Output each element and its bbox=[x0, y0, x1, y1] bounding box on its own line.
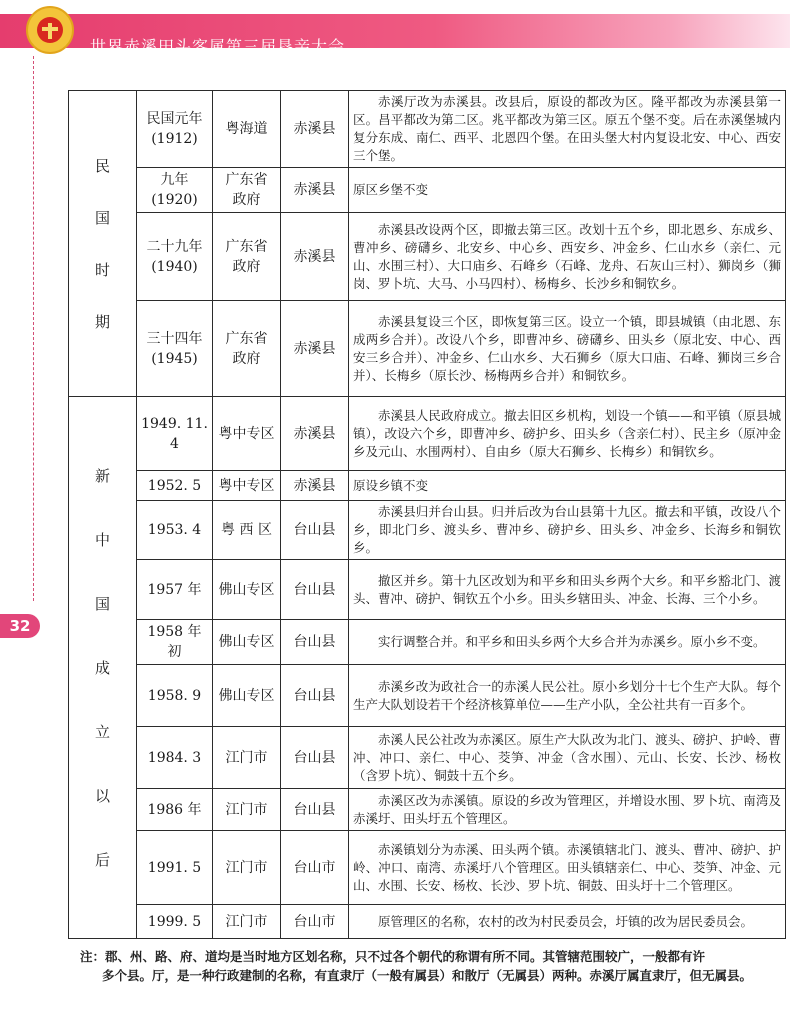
table-row bbox=[69, 213, 786, 301]
county-cell: 台山县 bbox=[281, 560, 349, 620]
superior-cell bbox=[213, 501, 281, 560]
table-row bbox=[69, 397, 786, 471]
era-char: 立 bbox=[94, 722, 110, 741]
county-cell: 台山县 bbox=[281, 665, 349, 727]
superior-cell bbox=[213, 471, 281, 501]
table-row bbox=[69, 501, 786, 560]
superior-cell bbox=[213, 397, 281, 471]
table-row bbox=[69, 665, 786, 727]
cell-line: 江门市 bbox=[225, 913, 268, 930]
cell-line: 粤中专区 bbox=[218, 425, 275, 442]
description-cell: 赤溪县归并台山县。归并后改为台山县第十九区。撤去和平镇，改设八个乡，即北门乡、渡头乡、曹冲乡、磅护乡、田头乡、冲金乡、长海乡和铜钦乡。 bbox=[349, 501, 786, 560]
footnote-line-1: 注：郡、州、路、府、道均是当时地方区划名称，只不过各个朝代的称谓有所不同。其管辖范围较广，一般都有许 bbox=[80, 949, 706, 964]
date-cell bbox=[137, 471, 213, 501]
cell-line: (1945) bbox=[151, 350, 198, 367]
date-cell bbox=[137, 727, 213, 789]
superior-cell bbox=[213, 91, 281, 168]
description-cell: 赤溪厅改为赤溪县。改县后，原设的都改为区。隆平都改为赤溪县第一区。昌平都改为第二区。兆平都改为第三区。原五个堡不变。后在赤溪堡城内复分东成、南仁、西平、北恩四个堡。在田头堡大村内复设北安、中心、西安三个堡。 bbox=[349, 91, 786, 168]
cell-line: 二十九年 bbox=[146, 238, 203, 255]
cell-line: 江门市 bbox=[225, 859, 268, 876]
cell-line: 1984. 3 bbox=[147, 749, 202, 766]
cell-line: 1986 年 bbox=[147, 801, 202, 818]
footnote-line-2: 多个县。厅，是一种行政建制的名称，有直隶厅（一般有属县）和散厅（无属县）两种。赤溪厅属直隶厅，但无属县。 bbox=[102, 968, 753, 983]
county-cell: 台山县 bbox=[281, 789, 349, 831]
date-cell bbox=[137, 301, 213, 397]
cell-line: 政府 bbox=[232, 192, 261, 208]
margin-dashed-line bbox=[33, 56, 34, 601]
superior-cell bbox=[213, 213, 281, 301]
era-char: 国 bbox=[94, 594, 110, 613]
county-cell: 赤溪县 bbox=[281, 91, 349, 168]
cell-line: 佛山专区 bbox=[218, 581, 275, 598]
footnote bbox=[80, 947, 786, 985]
cell-line: 粤 西 区 bbox=[221, 522, 272, 538]
header-title: 世界赤溪田头客属第三届恳亲大会 bbox=[90, 37, 346, 56]
table-row bbox=[69, 831, 786, 905]
description-cell: 撤区并乡。第十九区改划为和平乡和田头乡两个大乡。和平乡豁北门、渡头、曹冲、磅护、铜钦五个小乡。田头乡辖田头、冲金、长海、三个小乡。 bbox=[349, 560, 786, 620]
description-cell: 赤溪乡改为政社合一的赤溪人民公社。原小乡划分十七个生产大队。每个生产大队划设若干个经济核算单位——生产小队，全公社共有一百多个。 bbox=[349, 665, 786, 727]
era-newchina bbox=[69, 397, 137, 939]
table-row bbox=[69, 471, 786, 501]
description-cell: 原区乡堡不变 bbox=[349, 168, 786, 213]
superior-cell bbox=[213, 789, 281, 831]
cell-line: (1940) bbox=[151, 258, 198, 275]
cell-line: 1999. 5 bbox=[147, 913, 202, 930]
table-row bbox=[69, 789, 786, 831]
table-row bbox=[69, 727, 786, 789]
date-cell bbox=[137, 91, 213, 168]
cell-line: 江门市 bbox=[225, 801, 268, 818]
description-cell: 赤溪区改为赤溪镇。原设的乡改为管理区，并增设水围、罗卜坑、南湾及赤溪圩、田头圩五个管理区。 bbox=[349, 789, 786, 831]
superior-cell bbox=[213, 665, 281, 727]
table-row bbox=[69, 168, 786, 213]
page-number-tab: 32 bbox=[0, 614, 40, 638]
cell-line: 江门市 bbox=[225, 749, 268, 766]
county-cell: 台山县 bbox=[281, 501, 349, 560]
era-char: 国 bbox=[94, 208, 110, 227]
date-cell bbox=[137, 168, 213, 213]
superior-cell bbox=[213, 560, 281, 620]
description-cell: 实行调整合并。和平乡和田头乡两个大乡合并为赤溪乡。原小乡不变。 bbox=[349, 620, 786, 665]
cell-line: 政府 bbox=[232, 258, 261, 275]
era-char: 新 bbox=[94, 466, 110, 485]
date-cell bbox=[137, 905, 213, 939]
cell-line: 广东省 bbox=[225, 238, 268, 255]
cell-line: 佛山专区 bbox=[218, 687, 275, 704]
superior-cell bbox=[213, 168, 281, 213]
cell-line: (1912) bbox=[151, 131, 198, 147]
date-cell bbox=[137, 620, 213, 665]
era-char: 时 bbox=[94, 260, 110, 279]
date-cell bbox=[137, 397, 213, 471]
superior-cell bbox=[213, 831, 281, 905]
description-cell: 赤溪人民公社改为赤溪区。原生产大队改为北门、渡头、磅护、护岭、曹冲、冲口、亲仁、中心、茭笋、冲金（含水围）、元山、长安、长沙、杨枚（含罗卜坑）、铜鼓十五个乡。 bbox=[349, 727, 786, 789]
description-cell: 赤溪县复设三个区，即恢复第三区。设立一个镇，即县城镇（由北恩、东成两乡合并）。改设八个乡，即曹冲乡、磅礴乡、田头乡（原北安、中心、西安三乡合并）、冲金乡、仁山水乡、大石狮乡（原大口庙、石峰、狮岗三乡合并）、长梅乡（原长沙、杨梅两乡合并）和铜钦乡。 bbox=[349, 301, 786, 397]
table-row bbox=[69, 301, 786, 397]
era-char: 民 bbox=[94, 156, 110, 175]
era-minguo bbox=[69, 91, 137, 397]
superior-cell bbox=[213, 727, 281, 789]
cell-line: 粤海道 bbox=[225, 121, 268, 137]
cell-line: 1958. 9 bbox=[147, 687, 202, 704]
cell-line: 1952. 5 bbox=[147, 477, 202, 494]
cell-line: 佛山专区 bbox=[218, 634, 275, 650]
superior-cell bbox=[213, 620, 281, 665]
cell-line: 1991. 5 bbox=[147, 859, 202, 876]
cell-line: 粤中专区 bbox=[218, 477, 275, 494]
admin-division-table bbox=[68, 90, 786, 939]
county-cell: 台山市 bbox=[281, 831, 349, 905]
date-cell bbox=[137, 665, 213, 727]
cell-line: 三十四年 bbox=[146, 330, 203, 347]
cell-line: 政府 bbox=[232, 350, 261, 367]
description-cell: 原管理区的名称，农村的改为村民委员会，圩镇的改为居民委员会。 bbox=[349, 905, 786, 939]
header-banner bbox=[0, 14, 790, 56]
era-char: 成 bbox=[94, 658, 110, 677]
county-cell: 台山市 bbox=[281, 905, 349, 939]
table-row bbox=[69, 620, 786, 665]
county-cell: 赤溪县 bbox=[281, 168, 349, 213]
era-char: 中 bbox=[94, 530, 110, 549]
superior-cell bbox=[213, 905, 281, 939]
county-cell: 赤溪县 bbox=[281, 213, 349, 301]
county-cell: 台山县 bbox=[281, 727, 349, 789]
cell-line: 1957 年 bbox=[147, 581, 202, 598]
superior-cell bbox=[213, 301, 281, 397]
table-row bbox=[69, 560, 786, 620]
county-cell: 赤溪县 bbox=[281, 471, 349, 501]
table-row bbox=[69, 905, 786, 939]
era-char: 期 bbox=[94, 312, 110, 331]
cell-line: 民国元年 bbox=[146, 111, 203, 127]
era-char: 后 bbox=[94, 850, 110, 869]
cell-line: 1958 年初 bbox=[147, 624, 202, 660]
table-row bbox=[69, 91, 786, 168]
date-cell bbox=[137, 789, 213, 831]
county-cell: 台山县 bbox=[281, 620, 349, 665]
cell-line: 1953. 4 bbox=[147, 522, 202, 538]
conference-logo-icon bbox=[26, 6, 74, 54]
date-cell bbox=[137, 831, 213, 905]
description-cell: 赤溪镇划分为赤溪、田头两个镇。赤溪镇辖北门、渡头、曹冲、磅护、护岭、冲口、南湾、赤溪圩八个管理区。田头镇辖亲仁、中心、茭笋、冲金、元山、水围、长安、杨枚、长沙、罗卜坑、铜鼓、田头圩十二个管理区。 bbox=[349, 831, 786, 905]
county-cell: 赤溪县 bbox=[281, 301, 349, 397]
date-cell bbox=[137, 213, 213, 301]
cell-line: (1920) bbox=[151, 192, 198, 208]
cell-line: 九年 bbox=[160, 172, 189, 188]
description-cell: 赤溪县人民政府成立。撤去旧区乡机构，划设一个镇——和平镇（原县城镇），改设六个乡，即曹冲乡、磅护乡、田头乡（含亲仁村）、民主乡（原冲金乡及元山、水围两村）、自由乡（原大石狮乡、长梅乡）和铜钦乡。 bbox=[349, 397, 786, 471]
cell-line: 1949. 11. 4 bbox=[141, 415, 208, 452]
date-cell bbox=[137, 501, 213, 560]
description-cell: 赤溪县改设两个区，即撤去第三区。改划十五个乡，即北恩乡、东成乡、曹冲乡、磅礴乡、北安乡、中心乡、西安乡、冲金乡、仁山水乡（亲仁、元山、水围三村）、大口庙乡、石峰乡（石峰、龙舟、石灰山三村）、狮岗乡（狮岗、罗卜坑、大马、小马四村）、杨梅乡、长沙乡和铜钦乡。 bbox=[349, 213, 786, 301]
cell-line: 广东省 bbox=[225, 330, 268, 347]
date-cell bbox=[137, 560, 213, 620]
cell-line: 广东省 bbox=[225, 172, 268, 188]
era-char: 以 bbox=[94, 786, 110, 805]
county-cell: 赤溪县 bbox=[281, 397, 349, 471]
description-cell: 原设乡镇不变 bbox=[349, 471, 786, 501]
